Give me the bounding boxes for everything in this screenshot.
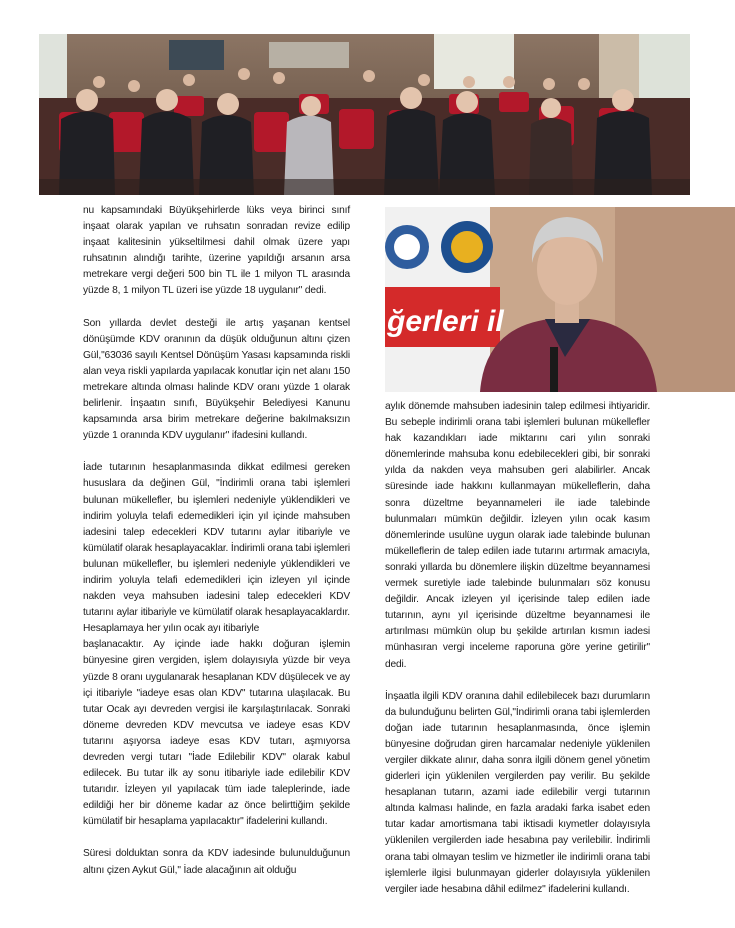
paragraph: nu kapsamındaki Büyükşehirlerde lüks veya birinci sınıf inşaat olarak yapılan ve ruhsatın sonradan revize edilip inşaat kalitesinin yükseltilmesi dahil olmak üzere yapı ruhsatının alındığı tarihte, üzerine yapıldığı arsanın arsa metrekare vergi değeri 500 bin TL ile 1 milyon TL arasında yüzde 8, 1 milyon TL üzeri ise yüzde 18 uygulanır" dedi.	[83, 205, 350, 297]
paragraph: başlanacaktır. Ay içinde iade hakkı doğuran işlemin bünyesine giren vergiden, işlem dolayısıyla yüzde bir veya yüzde 8 oranı uygulanarak hesaplanan KDV düşülecek ve ay içi itibariyle "iadeye esas olan KDV" tutarına ulaşılacak. Bu tutar Ocak ayı devreden vergisi ile karşılaştırılacak. Sonraki döneme devreden KDV mevcutsa ve iadeye esas KDV tutarını aşıyorsa iadeye esas KDV tutarı, aşmıyorsa devreden vergi tutarı "İade Edilebilir KDV" olarak kabul edilecek. Bu tutar ilk ay sonu itibariyle iade edilebilir KDV tutarıdır. İzleyen yıl yapılacak tüm iade taleplerinde, iade edildiği her bir döneme kadar az önce belirttiğim şekilde kümülatif bir hesaplama yapılacaktır" ifadelerini kullandı.	[83, 639, 350, 828]
speaker-face	[537, 233, 597, 305]
microphone-icon	[550, 347, 558, 392]
audience-photo-illustration	[39, 34, 690, 195]
audience-photo	[39, 34, 690, 195]
banner-text: ğerleri il	[387, 305, 504, 338]
speaker-photo	[385, 207, 735, 392]
article-right-column	[385, 399, 650, 914]
paragraph: İnşaatla ilgili KDV oranına dahil edilebilecek bazı durumların da bulunduğunu belirten Gül,"İndirimli orana tabi işlemlerden doğan iade tutarının hesaplanmasında, önce işlemin bünyesine doğrudan giren harcamalar nedeniyle yüklenilen vergiler dikkate alınır, daha sonra ilgili dönem genel yönetim giderleri için yüklenilen vergilerden pay verilir. Bu şekilde hesaplanan tutarın, azami iade edilebilir vergi tutarının altında kalması halinde, en fazla aradaki farka isabet eden tutar kadar amortismana tabi iktisadi kıymetler dolayısıyla yüklenilen vergilerden iade hesabına pay verilebilir. İndirimli orana tabi olmayan teslim ve hizmetler ile indirimli orana tabi işlemlerle ilgisi bulunmayan giderler dolayısıyla yüklenilen vergiler iade hesabına dâhil edilmez" ifadelerini kullandı.	[385, 690, 650, 895]
paragraph: Süresi dolduktan sonra da KDV iadesinde bulunulduğunun altını çizen Aykut Gül," İade alacağının ait olduğu	[83, 848, 350, 876]
speaker-photo-illustration	[385, 207, 735, 392]
paragraph: İade tutarının hesaplanmasında dikkat edilmesi gereken hususlara da değinen Gül, "İndirimli orana tabi işlemleri bulunan mükellefler, bu işlemleri nedeniyle yüklendikleri ve indirim yoluyla telafi edemedikleri için yıl içinde mahsuben iadesini talep edecekleri KDV tutarını aylar itibariyle ve kümülatif olarak hesaplayacaklar. İndirimli orana tabi işlemleri bulunan mükellefler, bu işlemleri nedeniyle yüklendikleri ve indirim yoluyla telafi edemedikleri için izleyen yıl içinde nakden veya mahsuben iadesini talep edecekleri KDV tutarını aylar itibariyle ve kümülatif olarak hesaplayacaklardır. Hesaplamaya her yılın ocak ayı itibariyle	[83, 462, 350, 635]
paragraph: aylık dönemde mahsuben iadesinin talep edilmesi ihtiyaridir. Bu sebeple indirimli orana tabi işlemleri bulunan mükellefler hak kazandıkları iade miktarını cari yılın sonraki dönemlerinde mahsuba konu edebilecekleri gibi, bir sonraki yılda da nakden veya mahsuben geri alabilirler. Ancak süresinde iade hakkını kullanmayan mükelleflerin, daha sonra düzeltme beyannameleri ile iade talebinde bulunmaları mümkün değildir. İzleyen yılın ocak kasım dönemlerinde usulüne uygun olarak iade talebinde bulunan mükelleflerin de talep edilen iade tutarını artırmak amacıyla, sonraki yıllarda bu dönemlere ilişkin düzeltme beyannamesi vermek suretiyle iade talebinde bulunmaları söz konusu değildir. Ancak izleyen yıl içerisinde talep edilen iade tutarının, aynı yıl içerisinde düzeltme beyannamesi ile artırılması mümkün olup bu şekilde artırılan kısmın iadesi münhasıran vergi inceleme raporuna göre yerine getirilir" dedi.	[385, 401, 650, 670]
paragraph: Son yıllarda devlet desteği ile artış yaşanan kentsel dönüşümde KDV oranının da düşük olduğunun altını çizen Gül,"63036 sayılı Kentsel Dönüşüm Yasası kapsamında riskli alan veya riskli yapılarda yapılacak konutlar için net alanı 150 metrekare altında olması halinde KDV oranı yüzde 1 olarak belirlenir. İnşaatın sınıfı, Büyükşehir Belediyesi Kanunu kapsamında arsa birim metrekare değerine bakılmaksızın yüzde 1 oranında KDV uygulanır" ifadesini kullandı.	[83, 317, 350, 442]
article-left-column	[83, 203, 350, 895]
